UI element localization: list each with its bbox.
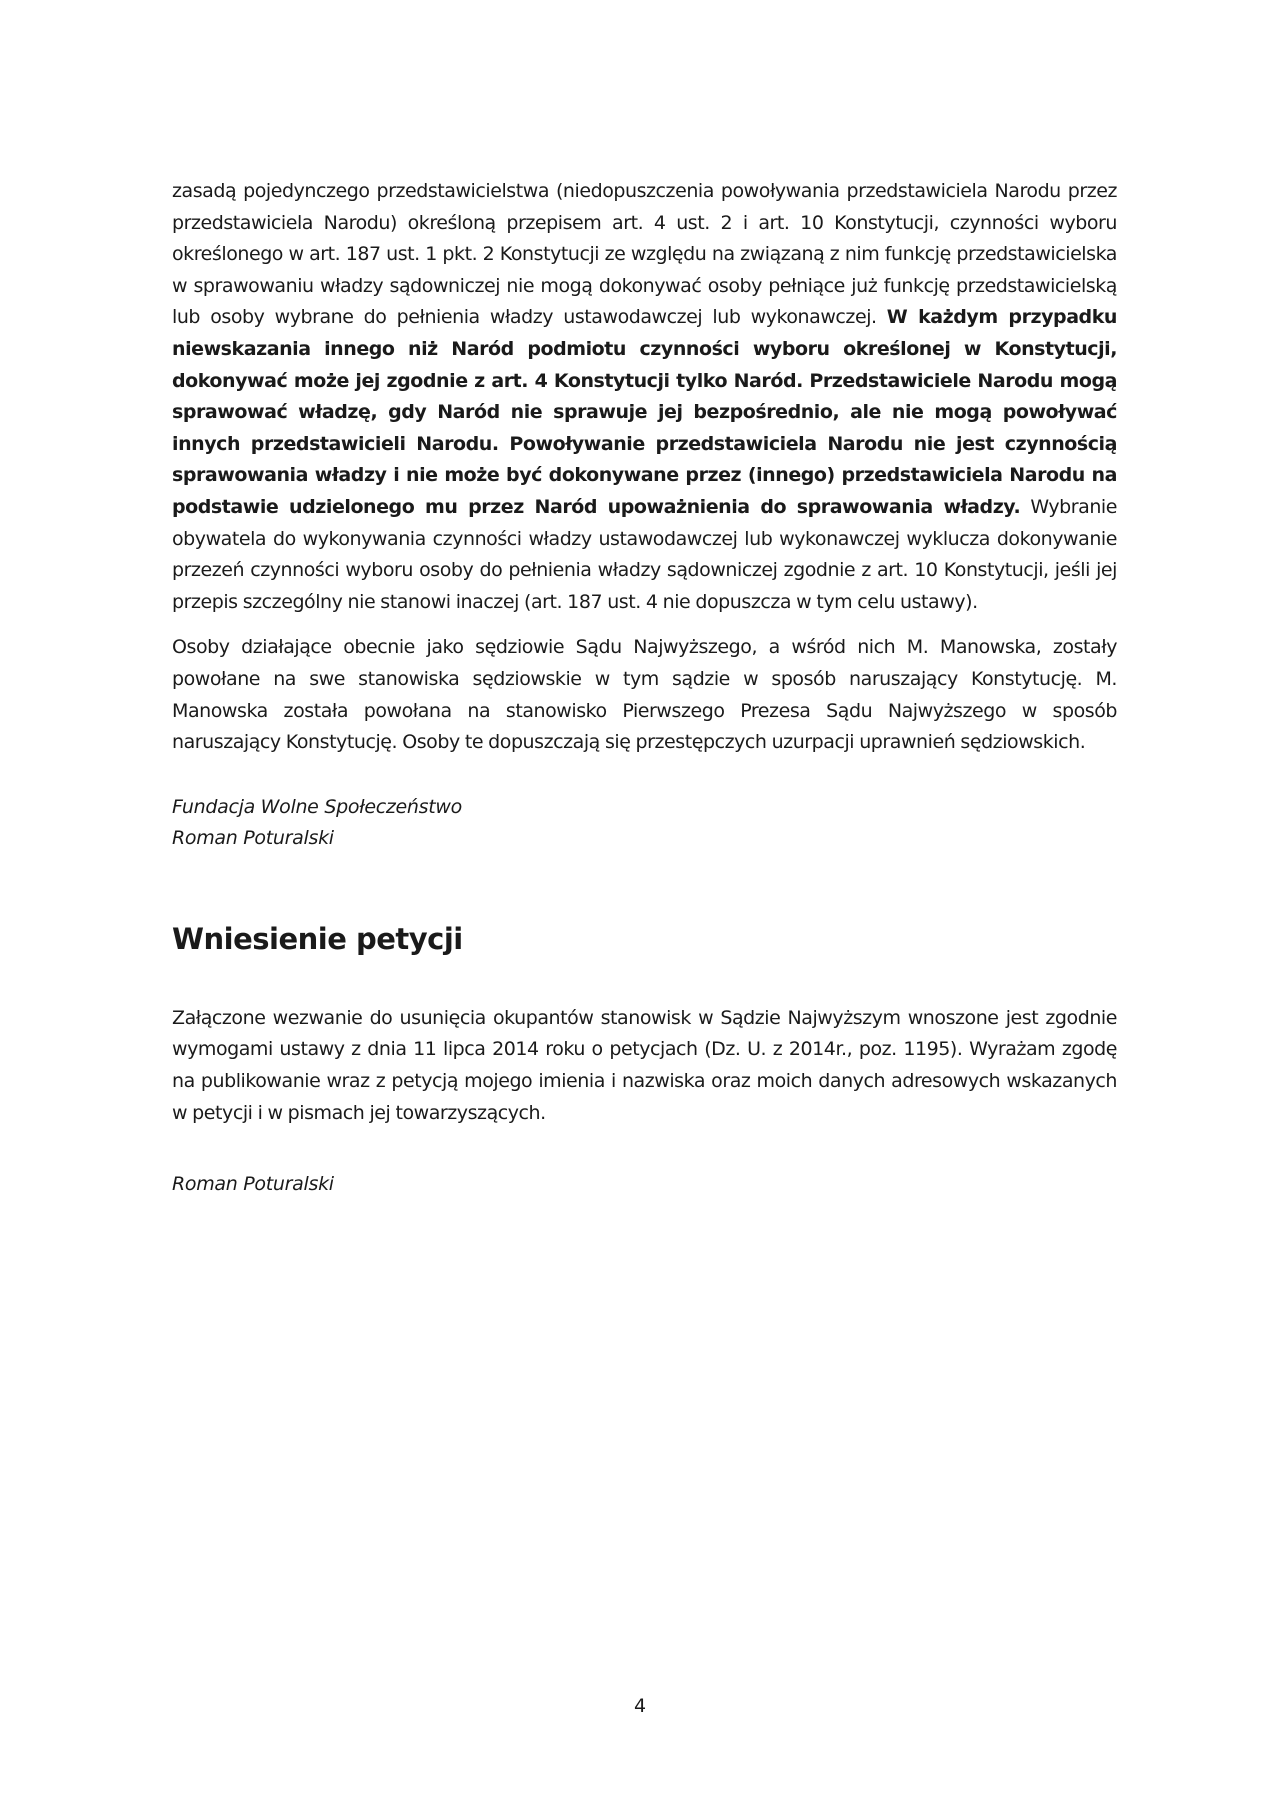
paragraph-1-outro: Wybranie obywatela do wykonywania czynności władzy ustawodawczej lub wykonawczej wyklucza dokonywanie przezeń czynności wyboru osoby do pełnienia władzy sądowniczej zgodnie z art. 10 Konstytucji, jeśli jej przepis szczególny nie stanowi inaczej (art. 187 ust. 4 nie dopuszcza w tym celu ustawy). [172, 495, 1117, 613]
paragraph-2: Osoby działające obecnie jako sędziowie Sądu Najwyższego, a wśród nich M. Manowska, zostały powołane na swe stanowiska sędziowskie w tym sądzie w sposób naruszający Konstytucję. M. Manowska została powołana na stanowisko Pierwszego Prezesa Sądu Najwyższego w sposób naruszający Konstytucję. Osoby te dopuszczają się przestępczych uzurpacji uprawnień sędziowskich. [172, 636, 1117, 754]
petition-signature: Roman Poturalski [172, 1173, 334, 1196]
petition-paragraph: Załączone wezwanie do usunięcia okupantów stanowisk w Sądzie Najwyższym wnoszone jest zgodnie wymogami ustawy z dnia 11 lipca 2014 roku o petycjach (Dz. U. z 2014r., poz. 1195). Wyrażam zgodę na publikowanie wraz z petycją mojego imienia i nazwiska oraz moich danych adresowych wskazanych w petycji i w pismach jej towarzyszących. [172, 1006, 1117, 1124]
paragraph-1-intro: zasadą pojedynczego przedstawicielstwa (niedopuszczenia powoływania przedstawiciela Narodu przez przedstawiciela Narodu) określoną przepisem art. 4 ust. 2 i art. 10 Konstytucji, czynności wyboru określonego w art. 187 ust. 1 pkt. 2 Konstytucji ze względu na związaną z nim funkcję przedstawicielska w sprawowaniu władzy sądowniczej nie mogą dokonywać osoby pełniące już funkcję przedstawicielską lub osoby wybrane do pełnienia władzy ustawodawczej lub wykonawczej. [172, 180, 1117, 329]
paragraph-1-bold: W każdym przypadku niewskazania innego niż Naród podmiotu czynności wyboru określonej w Konstytucji, dokonywać może jej zgodnie z art. 4 Konstytucji tylko Naród. Przedstawiciele Narodu mogą sprawować władzę, gdy Naród nie sprawuje jej bezpośrednio, ale nie mogą powoływać innych przedstawicieli Narodu. Powoływanie przedstawiciela Narodu nie jest czynnością sprawowania władzy i nie może być dokonywane przez (innego) przedstawiciela Narodu na podstawie udzielonego mu przez Naród upoważnienia do sprawowania władzy. [172, 306, 1117, 518]
section-heading: Wniesienie petycji [172, 921, 463, 956]
paragraph-1 [172, 176, 1117, 618]
page-number: 4 [633, 1695, 647, 1717]
signature-organization: Fundacja Wolne Społeczeństwo [172, 795, 462, 818]
signature-name: Roman Poturalski [172, 827, 334, 850]
document-page [172, 176, 1117, 1201]
signature-block [172, 792, 1117, 855]
